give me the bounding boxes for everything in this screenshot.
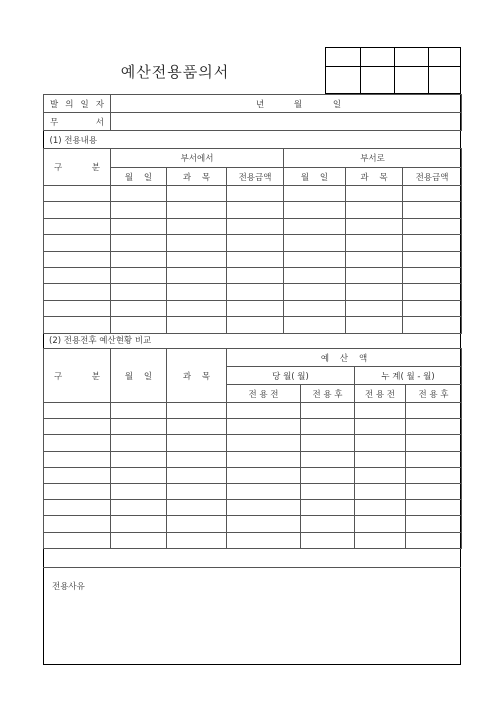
entry-cell[interactable] (406, 403, 462, 419)
entry-cell[interactable] (227, 317, 284, 333)
entry-cell[interactable] (301, 483, 355, 499)
table-row (44, 419, 462, 435)
entry-cell[interactable] (111, 218, 167, 234)
reason-label: 전용사유 (52, 582, 85, 592)
entry-cell[interactable] (111, 435, 167, 451)
entry-cell[interactable] (403, 284, 462, 300)
entry-cell[interactable] (111, 235, 167, 251)
entry-cell[interactable] (227, 186, 284, 202)
label-char: 목 (379, 172, 388, 183)
entry-cell[interactable] (111, 451, 167, 467)
dept-field[interactable] (111, 113, 462, 131)
table-row (44, 500, 462, 516)
entry-cell[interactable] (403, 218, 462, 234)
approval-cell[interactable] (361, 48, 395, 67)
entry-cell[interactable] (355, 483, 406, 499)
entry-cell[interactable] (44, 218, 111, 234)
table-row (44, 483, 462, 499)
entry-cell[interactable] (284, 202, 346, 218)
label-char: 목 (201, 371, 211, 382)
comparison-table (43, 348, 462, 549)
approval-box (325, 47, 461, 94)
approval-sign-cell[interactable] (326, 67, 361, 93)
entry-cell[interactable] (346, 284, 403, 300)
entry-cell[interactable] (167, 403, 227, 419)
approval-sign-cell[interactable] (429, 67, 460, 93)
reason-field[interactable] (43, 567, 461, 665)
entry-cell[interactable] (284, 284, 346, 300)
entry-cell[interactable] (403, 267, 462, 283)
entry-cell[interactable] (167, 284, 227, 300)
after-header: 전 용 후 (406, 385, 462, 403)
entry-cell[interactable] (355, 500, 406, 516)
entry-cell[interactable] (284, 300, 346, 316)
entry-cell[interactable] (301, 467, 355, 483)
entry-cell[interactable] (346, 218, 403, 234)
label-char: 서 (95, 117, 104, 128)
label-char: 월 (300, 172, 310, 183)
entry-cell[interactable] (301, 451, 355, 467)
entry-cell[interactable] (406, 467, 462, 483)
entry-cell[interactable] (44, 435, 111, 451)
table-row (44, 251, 462, 267)
entry-cell[interactable] (284, 251, 346, 267)
from-dept-header: 부서에서 (111, 149, 284, 168)
entry-cell[interactable] (403, 251, 462, 267)
entry-cell[interactable] (44, 202, 111, 218)
entry-cell[interactable] (355, 516, 406, 532)
entry-cell[interactable] (167, 267, 227, 283)
entry-cell[interactable] (227, 235, 284, 251)
entry-cell[interactable] (346, 300, 403, 316)
document-title: 예산전용품의서 (120, 63, 230, 81)
entry-cell[interactable] (167, 516, 227, 532)
table-row (44, 267, 462, 283)
entry-cell[interactable] (301, 435, 355, 451)
entry-cell[interactable] (284, 317, 346, 333)
label-char: 일 (80, 99, 89, 110)
entry-cell[interactable] (403, 235, 462, 251)
entry-cell[interactable] (111, 202, 167, 218)
col-subject (167, 168, 227, 186)
entry-cell[interactable] (44, 516, 111, 532)
entry-cell[interactable] (227, 500, 301, 516)
entry-cell[interactable] (44, 500, 111, 516)
entry-cell[interactable] (227, 451, 301, 467)
entry-cell[interactable] (44, 532, 111, 548)
label-char: 일 (319, 172, 329, 183)
table-row (44, 235, 462, 251)
entry-cell[interactable] (355, 435, 406, 451)
entry-cell[interactable] (403, 317, 462, 333)
gubun-header (44, 349, 111, 403)
label-char: 목 (201, 172, 211, 183)
label-char: 월 (124, 371, 134, 382)
transfer-table (43, 148, 462, 334)
table-row (44, 317, 462, 333)
entry-cell[interactable] (111, 284, 167, 300)
entry-cell[interactable] (301, 403, 355, 419)
entry-cell[interactable] (111, 419, 167, 435)
entry-cell[interactable] (227, 516, 301, 532)
header-table (43, 94, 462, 149)
approval-sign-cell[interactable] (361, 67, 395, 93)
label-char: 과 (360, 172, 369, 183)
entry-cell[interactable] (227, 435, 301, 451)
before-header: 전 용 전 (355, 385, 406, 403)
entry-cell[interactable] (44, 284, 111, 300)
table-row (44, 532, 462, 548)
day-label: 일 (332, 99, 342, 110)
entry-cell[interactable] (406, 483, 462, 499)
entry-cell[interactable] (227, 419, 301, 435)
entry-cell[interactable] (227, 202, 284, 218)
label-char: 자 (95, 99, 104, 110)
date-field[interactable] (111, 95, 462, 113)
table-row (44, 403, 462, 419)
entry-cell[interactable] (111, 532, 167, 548)
entry-cell[interactable] (227, 483, 301, 499)
entry-cell[interactable] (227, 251, 284, 267)
entry-cell[interactable] (355, 419, 406, 435)
label-char: 분 (91, 371, 100, 382)
entry-cell[interactable] (301, 532, 355, 548)
section2-heading: (2) 전용전후 예산현황 비교 (49, 336, 152, 346)
entry-cell[interactable] (346, 235, 403, 251)
table-row (44, 516, 462, 532)
after-header: 전 용 후 (301, 385, 355, 403)
entry-cell[interactable] (111, 251, 167, 267)
label-char: 액 (358, 353, 368, 364)
entry-cell[interactable] (403, 186, 462, 202)
entry-cell[interactable] (167, 235, 227, 251)
entry-cell[interactable] (406, 419, 462, 435)
entry-cell[interactable] (406, 451, 462, 467)
current-month-header: 당 월( 월) (227, 367, 355, 385)
entry-cell[interactable] (355, 451, 406, 467)
section1-heading-cell (44, 131, 462, 149)
entry-cell[interactable] (227, 267, 284, 283)
entry-cell[interactable] (111, 267, 167, 283)
dept-label (44, 113, 111, 131)
entry-cell[interactable] (346, 267, 403, 283)
approval-cell[interactable] (326, 48, 361, 67)
budget-header (227, 349, 462, 367)
entry-cell[interactable] (44, 419, 111, 435)
entry-cell[interactable] (406, 435, 462, 451)
entry-cell[interactable] (227, 284, 284, 300)
label-char: 월 (124, 172, 134, 183)
col-date (111, 168, 167, 186)
entry-cell[interactable] (111, 403, 167, 419)
label-char: 일 (143, 172, 153, 183)
label-char: 과 (182, 371, 192, 382)
entry-cell[interactable] (44, 251, 111, 267)
entry-cell[interactable] (44, 483, 111, 499)
entry-cell[interactable] (284, 235, 346, 251)
table-row (44, 186, 462, 202)
before-header: 전 용 전 (227, 385, 301, 403)
entry-cell[interactable] (167, 251, 227, 267)
table-row (44, 467, 462, 483)
entry-cell[interactable] (403, 202, 462, 218)
label-char: 산 (339, 353, 349, 364)
entry-cell[interactable] (406, 516, 462, 532)
col-subject (167, 349, 227, 403)
entry-cell[interactable] (44, 186, 111, 202)
entry-cell[interactable] (44, 451, 111, 467)
entry-cell[interactable] (406, 532, 462, 548)
entry-cell[interactable] (167, 218, 227, 234)
gubun-header (44, 149, 111, 186)
entry-cell[interactable] (167, 451, 227, 467)
entry-cell[interactable] (284, 218, 346, 234)
entry-cell[interactable] (403, 300, 462, 316)
table-row (44, 435, 462, 451)
entry-cell[interactable] (111, 467, 167, 483)
entry-cell[interactable] (346, 317, 403, 333)
entry-cell[interactable] (346, 202, 403, 218)
table-row (44, 300, 462, 316)
entry-cell[interactable] (355, 467, 406, 483)
to-dept-header: 부서로 (284, 149, 462, 168)
entry-cell[interactable] (44, 467, 111, 483)
col-subject (346, 168, 403, 186)
entry-cell[interactable] (44, 403, 111, 419)
entry-cell[interactable] (44, 267, 111, 283)
entry-cell[interactable] (167, 467, 227, 483)
month-label: 월 (293, 99, 303, 110)
label-char: 분 (91, 163, 100, 173)
entry-cell[interactable] (301, 500, 355, 516)
label-char: 예 (320, 353, 330, 364)
entry-cell[interactable] (227, 218, 284, 234)
entry-cell[interactable] (284, 186, 346, 202)
entry-cell[interactable] (44, 317, 111, 333)
entry-cell[interactable] (111, 500, 167, 516)
approval-cell[interactable] (395, 48, 429, 67)
table-row (44, 218, 462, 234)
entry-cell[interactable] (111, 516, 167, 532)
entry-cell[interactable] (111, 317, 167, 333)
entry-cell[interactable] (301, 419, 355, 435)
entry-cell[interactable] (167, 532, 227, 548)
section1-heading: (1) 전용내용 (49, 135, 98, 146)
entry-cell[interactable] (167, 186, 227, 202)
label-char: 의 (65, 99, 74, 110)
entry-cell[interactable] (111, 300, 167, 316)
label-char: 일 (143, 371, 153, 382)
entry-cell[interactable] (301, 516, 355, 532)
table-row (44, 284, 462, 300)
label-char: 발 (50, 99, 59, 110)
col-date (111, 349, 167, 403)
entry-cell[interactable] (111, 483, 167, 499)
entry-cell[interactable] (346, 186, 403, 202)
date-label (44, 95, 111, 113)
label-char: 무 (50, 117, 59, 128)
entry-cell[interactable] (167, 300, 227, 316)
entry-cell[interactable] (111, 186, 167, 202)
entry-cell[interactable] (167, 435, 227, 451)
col-date (284, 168, 346, 186)
label-char: 과 (182, 172, 192, 183)
table-row (44, 202, 462, 218)
entry-cell[interactable] (355, 403, 406, 419)
entry-cell[interactable] (44, 300, 111, 316)
entry-cell[interactable] (406, 500, 462, 516)
entry-cell[interactable] (346, 251, 403, 267)
entry-cell[interactable] (167, 419, 227, 435)
entry-cell[interactable] (284, 267, 346, 283)
cumulative-header: 누 계( 월 - 월) (355, 367, 462, 385)
col-amount: 전용금액 (227, 168, 284, 186)
table-row (44, 451, 462, 467)
entry-cell[interactable] (167, 500, 227, 516)
col-amount: 전용금액 (403, 168, 462, 186)
label-char: 구 (54, 371, 63, 382)
entry-cell[interactable] (167, 317, 227, 333)
entry-cell[interactable] (227, 300, 284, 316)
entry-cell[interactable] (167, 483, 227, 499)
approval-sign-cell[interactable] (395, 67, 429, 93)
approval-cell[interactable] (429, 48, 460, 67)
entry-cell[interactable] (44, 235, 111, 251)
year-label: 년 (255, 99, 265, 110)
entry-cell[interactable] (167, 202, 227, 218)
label-char: 구 (54, 163, 63, 173)
entry-cell[interactable] (227, 403, 301, 419)
entry-cell[interactable] (227, 467, 301, 483)
entry-cell[interactable] (355, 532, 406, 548)
entry-cell[interactable] (227, 532, 301, 548)
